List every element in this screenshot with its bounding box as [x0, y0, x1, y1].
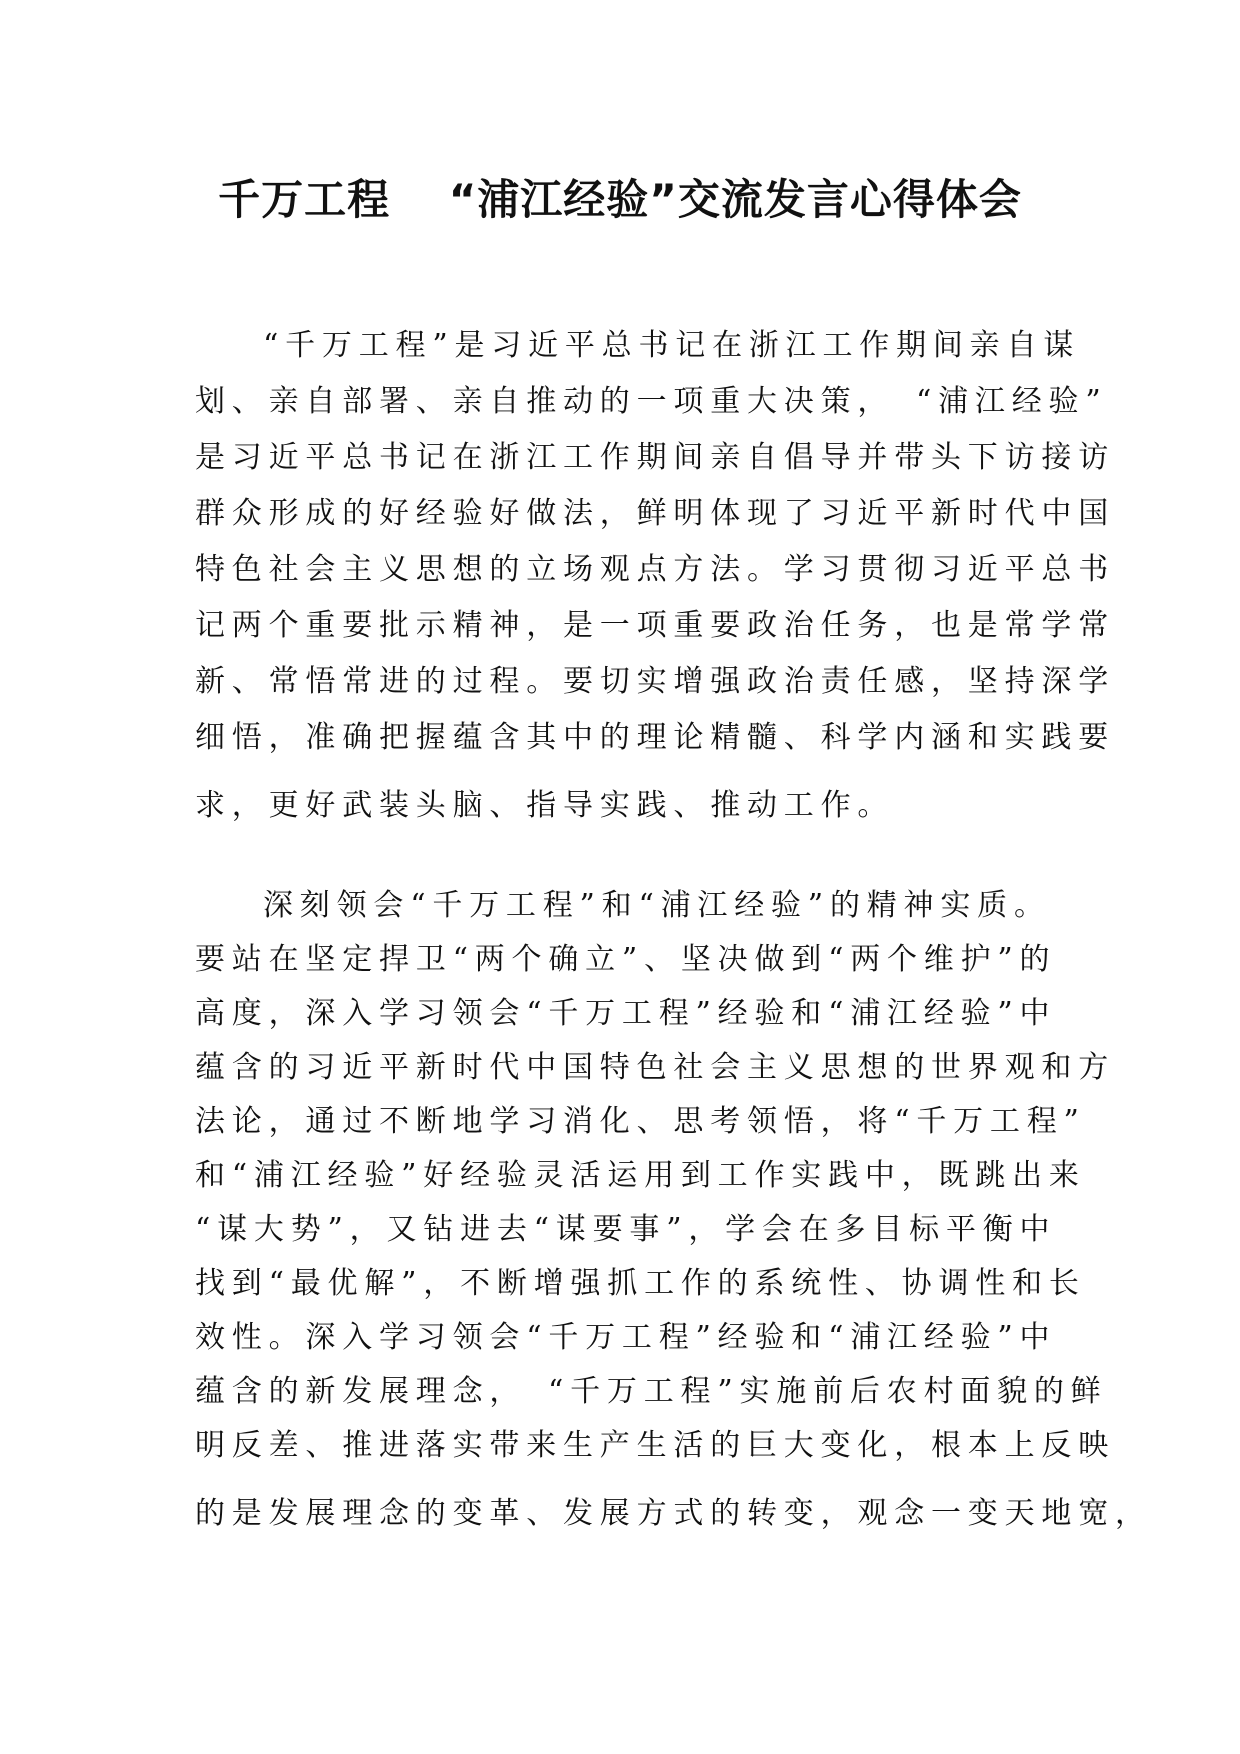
- paragraph-line: 要站在坚定捍卫“两个确立”、坚决做到“两个维护”的: [195, 942, 1057, 977]
- paragraph-line: 特色社会主义思想的立场观点方法。学习贯彻习近平总书: [195, 552, 1115, 587]
- paragraph-line: “谋大势”，又钻进去“谋要事”，学会在多目标平衡中: [195, 1212, 1057, 1247]
- paragraph-line: 找到“最优解”，不断增强抓工作的系统性、协调性和长: [195, 1266, 1086, 1301]
- paragraph-line: 蕴含的新发展理念， “千万工程”实施前后农村面貌的鲜: [195, 1374, 1108, 1409]
- paragraph-line: 和“浦江经验”好经验灵活运用到工作实践中，既跳出来: [195, 1158, 1086, 1193]
- paragraph-line: 新、常悟常进的过程。要切实增强政治责任感，坚持深学: [195, 664, 1115, 699]
- paragraph-line: 的是发展理念的变革、发展方式的转变，观念一变天地宽，: [195, 1496, 1152, 1531]
- paragraph-line: 法论，通过不断地学习消化、思考领悟，将“千万工程”: [195, 1104, 1086, 1139]
- paragraph-line: 划、亲自部署、亲自推动的一项重大决策， “浦江经验”: [195, 384, 1108, 419]
- paragraph-line: 记两个重要批示精神，是一项重要政治任务，也是常学常: [195, 608, 1115, 643]
- paragraph-line: 求，更好武装头脑、指导实践、推动工作。: [195, 788, 895, 823]
- paragraph-line: 高度，深入学习领会“千万工程”经验和“浦江经验”中: [195, 996, 1057, 1031]
- paragraph-line: 群众形成的好经验好做法，鲜明体现了习近平新时代中国: [195, 496, 1115, 531]
- document-title: 千万工程 “浦江经验”交流发言心得体会: [218, 175, 1022, 224]
- paragraph-line: 是习近平总书记在浙江工作期间亲自倡导并带头下访接访: [195, 440, 1115, 475]
- paragraph-line: 明反差、推进落实带来生产生活的巨大变化，根本上反映: [195, 1428, 1115, 1463]
- paragraph-line: “千万工程”是习近平总书记在浙江工作期间亲自谋: [263, 328, 1081, 363]
- paragraph-line: 细悟，准确把握蕴含其中的理论精髓、科学内涵和实践要: [195, 720, 1115, 755]
- paragraph-line: 深刻领会“千万工程”和“浦江经验”的精神实质。: [263, 888, 1051, 923]
- paragraph-line: 效性。深入学习领会“千万工程”经验和“浦江经验”中: [195, 1320, 1057, 1355]
- paragraph-line: 蕴含的习近平新时代中国特色社会主义思想的世界观和方: [195, 1050, 1115, 1085]
